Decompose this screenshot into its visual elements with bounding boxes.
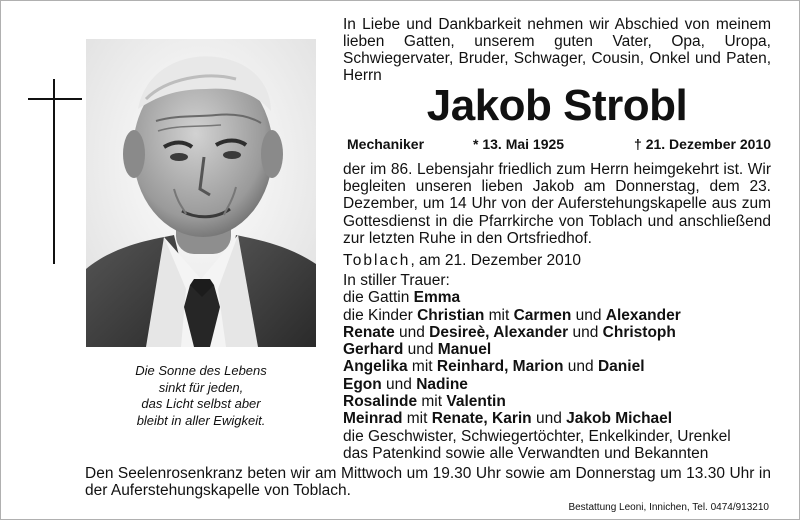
mourner-row: [343, 428, 773, 445]
mourner-name: Gerhard: [343, 341, 404, 359]
mourner-name: Renate, Karin: [431, 410, 532, 428]
mourner-name: Reinhard, Marion: [436, 358, 564, 376]
mourner-row: [343, 358, 773, 375]
mourner-text: mit: [484, 306, 514, 324]
mourner-name: Egon: [343, 375, 382, 393]
cross-icon-vertical: [53, 79, 55, 264]
mourner-name: Renate: [343, 323, 395, 341]
mourner-text: und: [571, 306, 606, 324]
mourner-row: [343, 289, 773, 306]
mourner-text: die Gattin: [343, 289, 414, 307]
funeral-home-imprint: Bestattung Leoni, Innichen, Tel. 0474/913210: [568, 502, 769, 513]
mourner-text: mit: [417, 393, 447, 411]
mourner-row: [343, 445, 773, 462]
mourner-text: die Kinder: [343, 306, 418, 324]
mourner-name: Rosalinde: [343, 393, 418, 411]
mourner-text: das Patenkind sowie alle Verwandten und Bekannten: [343, 444, 709, 462]
funeral-text: der im 86. Lebensjahr friedlich zum Herrn heimgekehrt ist. Wir begleiten unseren lieben Jakob am Donnerstag, dem 23. Dezember, um 14 Uhr von der Auferstehungskapelle aus zum Gottesdienst in die Pfarrkirche von Toblach und anschließend zur letzten Ruhe in den Ortsfriedhof.: [343, 161, 771, 247]
mourner-row: [343, 324, 773, 341]
portrait-photo: [86, 39, 316, 347]
place-name: Toblach: [343, 252, 411, 269]
mourner-row: [343, 307, 773, 324]
mourners-list: [343, 272, 773, 462]
profession: Mechaniker: [347, 136, 425, 152]
mourner-text: und: [381, 375, 417, 393]
mourner-text: und: [531, 410, 567, 428]
birth-date: * 13. Mai 1925: [473, 136, 565, 152]
deceased-name: Jakob Strobl: [426, 81, 688, 130]
quote-verse: [86, 363, 316, 429]
mourner-name: Christian: [417, 306, 485, 324]
mourner-text: die Geschwister, Schwiegertöchter, Enkelkinder, Urenkel: [343, 427, 731, 445]
mourner-row: [343, 341, 773, 358]
mourner-name: Daniel: [597, 358, 645, 376]
death-date: † 21. Dezember 2010: [634, 136, 771, 152]
mourner-text: und: [394, 323, 430, 341]
mourner-name: Meinrad: [343, 410, 403, 428]
mourner-text: mit: [407, 358, 437, 376]
rosary-text: Den Seelenrosenkranz beten wir am Mittwoch um 19.30 Uhr sowie am Donnerstag um 13.30 Uhr in der Auferstehungskapelle von Toblach.: [85, 465, 771, 500]
mourners-heading: In stiller Trauer:: [343, 272, 450, 289]
mourner-row: [343, 393, 773, 410]
portrait-drawing: [86, 39, 316, 347]
mourner-rows: [343, 289, 773, 462]
mourner-name: Christoph: [602, 323, 676, 341]
mourner-row: [343, 376, 773, 393]
mourner-name: Valentin: [446, 393, 506, 411]
cross-icon-horizontal: [28, 98, 82, 100]
mourner-name: Emma: [413, 289, 461, 307]
quote-line: bleibt in aller Ewigkeit.: [136, 412, 266, 428]
mourner-name: Carmen: [513, 306, 572, 324]
quote-line: das Licht selbst aber: [141, 396, 261, 411]
mourner-name: Manuel: [437, 341, 492, 359]
mourner-name: Angelika: [343, 358, 408, 376]
date-line: , am 21. Dezember 2010: [410, 252, 582, 269]
mourner-text: und: [563, 358, 598, 376]
quote-line: Die Sonne des Lebens: [135, 363, 267, 378]
quote-line: sinkt für jeden,: [158, 379, 244, 395]
mourner-name: Jakob Michael: [566, 410, 673, 428]
mourner-name: Alexander: [605, 306, 681, 324]
mourner-text: und: [568, 323, 603, 341]
mourner-name: Desireè, Alexander: [429, 323, 569, 341]
mourner-text: mit: [402, 410, 432, 428]
intro-text: In Liebe und Dankbarkeit nehmen wir Abschied von meinem lieben Gatten, unserem guten Vater, Opa, Uropa, Schwiegervater, Bruder, Schwager, Cousin, Onkel und Paten, Herrn: [343, 16, 771, 84]
place-date-line: [343, 252, 771, 269]
mourner-name: Nadine: [416, 375, 468, 393]
mourner-row: [343, 410, 773, 427]
mourner-text: und: [403, 341, 438, 359]
